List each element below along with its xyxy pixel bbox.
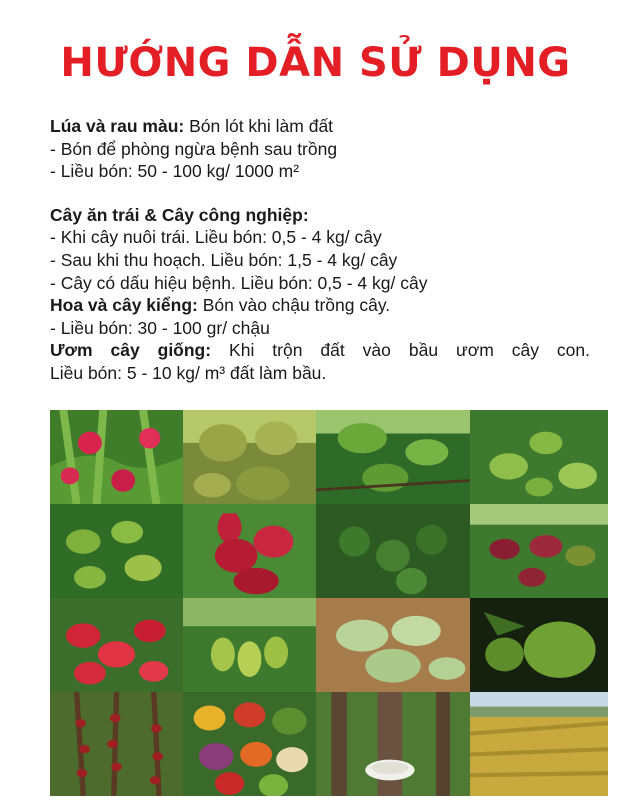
section-heading: Hoa và cây kiểng: <box>50 295 198 316</box>
instruction-line: - Cây có dấu hiệu bệnh. Liều bón: 0,5 - 4 kg/ cây <box>50 272 428 293</box>
instruction-line: - Liều bón: 50 - 100 kg/ 1000 m² <box>50 161 300 182</box>
pomelo-photo <box>316 410 470 504</box>
instruction-line: Liều bón: 5 - 10 kg/ m³ đất làm bầu. <box>50 362 327 383</box>
instruction-line: - Khi cây nuôi trái. Liều bón: 0,5 - 4 kg/ cây <box>50 227 382 248</box>
section-intro: Khi trộn đất vào bầu ươm cây con. <box>211 340 590 361</box>
green-oranges-photo <box>50 504 183 598</box>
coffee-cherries-photo <box>50 692 183 796</box>
orange-photo <box>470 410 608 504</box>
passion-fruit-photo <box>470 504 608 598</box>
section-heading: Cây ăn trái & Cây công nghiệp: <box>50 204 309 225</box>
vegetables-photo <box>183 692 316 796</box>
rose-apple-photo <box>183 504 316 598</box>
mango-photo <box>183 598 316 692</box>
instruction-line: - Bón để phòng ngừa bệnh sau trồng <box>50 138 338 159</box>
durian-photo <box>183 410 316 504</box>
instruction-line: - Liều bón: 30 - 100 gr/ chậu <box>50 317 270 338</box>
avocado-photo <box>316 504 470 598</box>
section-hoa <box>50 294 590 317</box>
section-heading: Lúa và rau màu: <box>50 116 185 136</box>
rubber-tapping-photo <box>316 692 470 796</box>
section-lua <box>50 115 590 138</box>
rambutan-photo <box>50 598 183 692</box>
usage-instructions <box>50 115 590 385</box>
section-intro: Bón vào chậu trồng cây. <box>197 295 391 316</box>
section-heading: Ươm cây giống: <box>50 340 212 361</box>
instruction-line: - Sau khi thu hoạch. Liều bón: 1,5 - 4 kg/ cây <box>50 249 398 270</box>
section-uom <box>50 339 590 362</box>
page-title: HƯỚNG DẪN SỬ DỤNG <box>60 40 571 86</box>
custard-apple-photo <box>316 598 470 692</box>
section-cay-an-trai <box>50 204 590 227</box>
dragon-fruit-photo <box>50 410 183 504</box>
soursop-photo <box>470 598 608 692</box>
rice-field-photo <box>470 692 608 796</box>
crop-photo-grid <box>50 410 608 796</box>
section-intro: Bón lót khi làm đất <box>184 116 334 136</box>
